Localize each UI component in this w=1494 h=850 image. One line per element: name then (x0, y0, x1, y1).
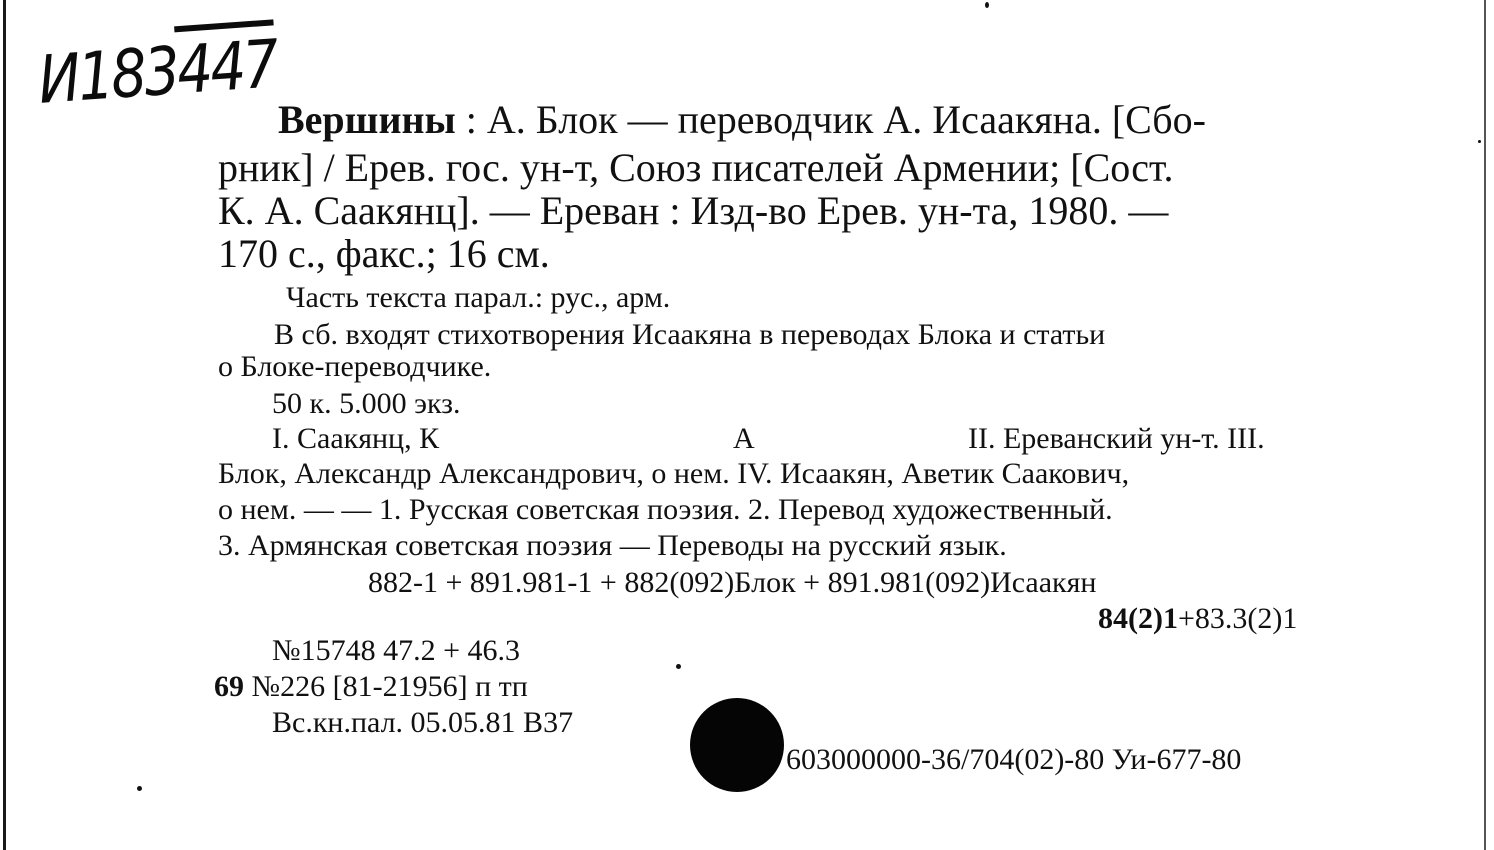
bbk-rest: +83.3(2)1 (1177, 602, 1298, 635)
title-bold: Вершины (278, 97, 456, 142)
card-left-edge (3, 0, 6, 850)
note-contents-line-1: В сб. входят стихотворения Исаакяна в переводах Блока и статьи (274, 318, 1106, 351)
registration-line-3: Вс.кн.пал. 05.05.81 В37 (272, 706, 574, 739)
note-contents-line-2: о Блоке-переводчике. (218, 350, 492, 383)
title-line-3: К. А. Саакянц]. — Ереван : Изд-во Ерев. ун-та, 1980. — (218, 188, 1169, 233)
call-number-main: И183 (36, 32, 180, 119)
tracings-line-3: о нем. — — 1. Русская советская поэзия. 2. Перевод художественный. (218, 493, 1113, 526)
card-right-edge (1484, 0, 1486, 850)
tracings-line-1c: II. Ереванский ун-т. III. (968, 422, 1265, 455)
ink-speck (676, 664, 681, 669)
bbk-index (1098, 602, 1297, 636)
handwritten-call-number (36, 25, 279, 118)
tracings-line-2: Блок, Александр Александрович, о нем. IV. Исаакян, Аветик Саакович, (218, 457, 1130, 490)
classification-code: 603000000-36/704(02)-80 Уи-677-80 (786, 743, 1242, 776)
registration-line-2 (214, 670, 528, 704)
tracings-line-1b: А (733, 422, 755, 455)
title-rest: : А. Блок — переводчик А. Исаакяна. [Сбо- (455, 97, 1206, 142)
note-parallel-text: Часть текста парал.: рус., арм. (286, 281, 671, 314)
ink-speck (137, 786, 142, 791)
ink-speck (1478, 140, 1481, 143)
registration-rest: №226 [81-21956] п тп (244, 670, 528, 703)
call-number-suffix: 447 (174, 25, 280, 110)
punch-hole (690, 698, 784, 792)
ink-speck (985, 2, 989, 8)
title-line-1 (278, 96, 1206, 143)
price-and-print-run: 50 к. 5.000 экз. (272, 387, 461, 420)
title-line-2: рник] / Ерев. гос. ун-т, Союз писателей Армении; [Сост. (218, 145, 1174, 190)
bbk-bold: 84(2)1 (1098, 602, 1178, 635)
title-line-4: 170 с., факс.; 16 см. (218, 231, 550, 276)
udc-index: 882-1 + 891.981-1 + 882(092)Блок + 891.981(092)Исаакян (368, 566, 1097, 599)
registration-line-1: №15748 47.2 + 46.3 (272, 634, 521, 667)
tracings-line-1a: I. Саакянц, К (272, 422, 440, 455)
tracings-line-4: 3. Армянская советская поэзия — Переводы на русский язык. (218, 529, 1007, 562)
registration-number-bold: 69 (214, 670, 244, 703)
